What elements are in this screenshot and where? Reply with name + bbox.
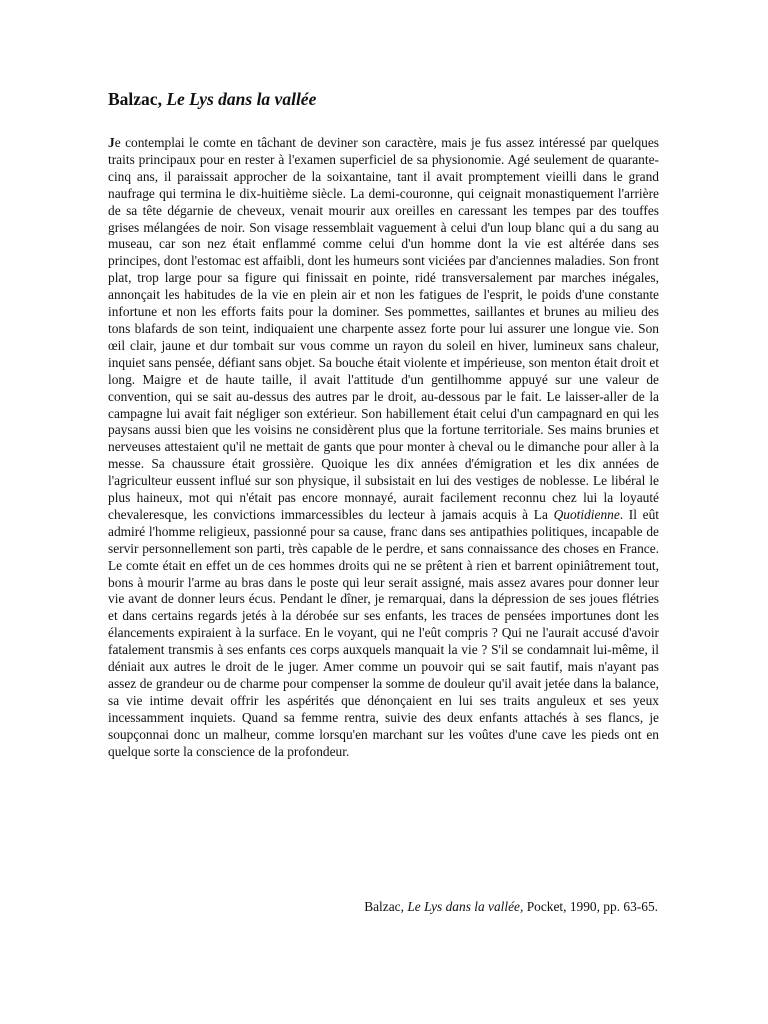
citation-author: Balzac, — [364, 899, 404, 914]
passage-text-after-italic: . Il eût admiré l'homme religieux, passionné pour sa cause, franc dans ses antipathies politiques, incapable de servir personnellement son parti, très capable de le perdre, et sans connaissance des choses en France. Le comte était en effet un de ces hommes droits qui ne se prêtent à rien et barrent opiniâtrement tout, bons à mourir l'arme au bras dans le poste qui leur serait assigné, mais assez avares pour donner leur vie avant de donner leurs écus. Pendant le dîner, je remarquai, dans la dépression de ses joues flétries et dans certains regards jetés à la dérobée sur ses enfants, les traces de pensées importunes dont les élancements expiraient à la surface. En le voyant, qui ne l'eût compris ? Qui ne l'aurait accusé d'avoir fatalement transmis à ses enfants ces corps auxquels manquait la vie ? S'il se condamnait lui-même, il déniait aux autres le droit de le juger. Amer comme un pouvoir qui se sait fautif, mais n'ayant pas assez de grandeur ou de charme pour compenser la somme de douleur qu'il avait jetée dans la balance, sa vie intime devait offrir les aspérités que dénonçaient en lui ses traits anguleux et ses yeux incessamment inquiets. Quand sa femme rentra, suivie des deux enfants attachés à ses flancs, je soupçonnai donc un malheur, comme lorsqu'en marchant sur les voûtes d'une cave les pieds ont en quelque sorte la conscience de la profondeur. — [108, 506, 659, 759]
title-work: Le Lys dans la vallée — [166, 89, 317, 109]
passage-italic-title: Quotidienne — [553, 506, 620, 522]
title-author: Balzac, — [108, 89, 162, 109]
citation-work: Le Lys dans la vallée — [407, 899, 520, 914]
source-citation — [364, 898, 658, 915]
passage-first-letter: J — [108, 135, 115, 150]
passage-text-before-italic: e contemplai le comte en tâchant de deviner son caractère, mais je fus assez intéressé par quelques traits principaux pour en rester à l'examen superficiel de sa physionomie. Agé seulement de quarante-cinq ans, il paraissait approcher de la soixantaine, tant il avait promptement vieilli dans le grand naufrage qui termina le dix-huitième siècle. La demi-couronne, qui ceignait monastiquement l'arrière de sa tête dégarnie de cheveux, venait mourir aux oreilles en caressant les tempes par des touffes grises mélangées de noir. Son visage ressemblait vaguement à celui d'un loup blanc qui a du sang au museau, car son nez était enflammé comme celui d'un homme dont la vie est altérée dans ses principes, dont l'estomac est affaibli, dont les humeurs sont viciées par d'anciennes maladies. Son front plat, trop large pour sa figure qui finissait en pointe, ridé transversalement par marches inégales, annonçait les habitudes de la vie en plein air et non les fatigues de l'esprit, le poids d'une constante infortune et non les efforts faits pour la dominer. Ses pommettes, saillantes et brunes au milieu des tons blafards de son teint, indiquaient une charpente assez forte pour lui assurer une longue vie. Son œil clair, jaune et dur tombait sur vous comme un rayon du soleil en hiver, lumineux sans chaleur, inquiet sans pensée, défiant sans objet. Sa bouche était violente et impérieuse, son menton était droit et long. Maigre et de haute taille, il avait l'attitude d'un gentilhomme appuyé sur une valeur de convention, qui se sait au-dessus des autres par le droit, au-dessous par le fait. Le laisser-aller de la campagne lui avait fait négliger son extérieur. Son habillement était celui d'un campagnard en qui les paysans aussi bien que les voisins ne considèrent plus que la fortune territoriale. Ses mains brunies et nerveuses attestaient qu'il ne mettait de gants que pour monter à cheval ou le dimanche pour aller à la messe. Sa chaussure était grossière. Quoique les dix années d'émigration et les dix années de l'agriculteur eussent influé sur son physique, il subsistait en lui des vestiges de noblesse. Le libéral le plus haineux, mot qui n'était pas encore monnayé, aurait facilement reconnu chez lui la loyauté chevaleresque, les convictions immarcessibles du lecteur à jamais acquis à La — [108, 135, 659, 522]
page-title — [108, 88, 316, 110]
passage-text — [108, 135, 659, 761]
citation-details: , Pocket, 1990, pp. 63-65. — [520, 899, 658, 914]
